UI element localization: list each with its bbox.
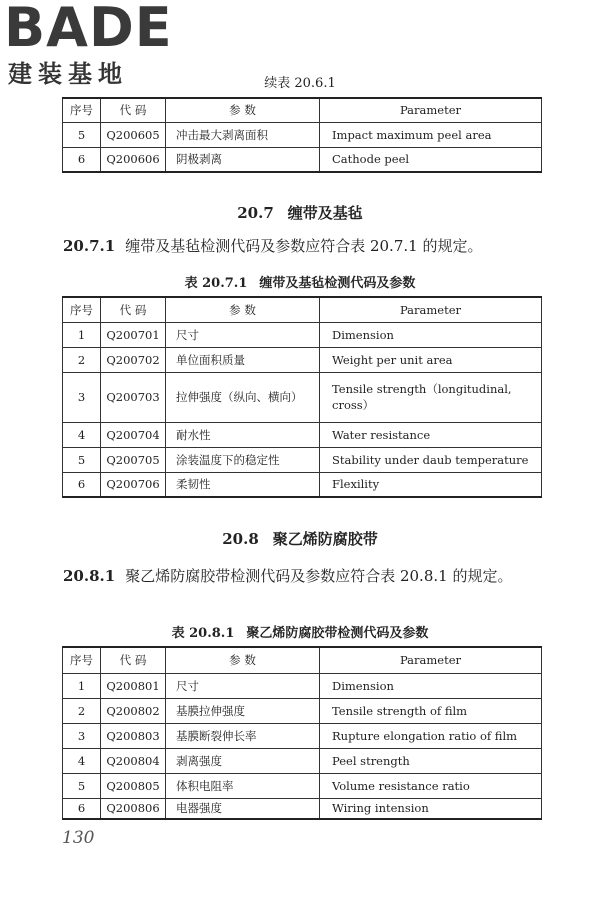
section-number: 20.8 (222, 530, 259, 548)
row-code: Q200705 (101, 447, 166, 472)
row-code: Q200703 (101, 372, 166, 422)
row-code: Q200802 (101, 698, 166, 723)
table-row (63, 147, 542, 172)
table-row (63, 322, 542, 347)
row-parameter-en: Cathode peel (320, 147, 542, 172)
row-parameter-en: Flexility (320, 472, 542, 497)
clause-number: 20.7.1 (63, 237, 116, 255)
row-code: Q200803 (101, 723, 166, 748)
table-row (63, 748, 542, 773)
table-row (63, 472, 542, 497)
table-row (63, 723, 542, 748)
section-title: 聚乙烯防腐胶带 (272, 530, 378, 548)
section-number: 20.7 (237, 204, 274, 222)
clause-number: 20.8.1 (63, 567, 116, 585)
row-index: 5 (63, 122, 101, 147)
row-parameter-en: Peel strength (320, 748, 542, 773)
row-parameter-en: Volume resistance ratio (320, 773, 542, 798)
table-row (63, 673, 542, 698)
row-code: Q200804 (101, 748, 166, 773)
row-parameter-cn: 尺寸 (166, 673, 320, 698)
row-index: 6 (63, 798, 101, 819)
table-20-8-1 (62, 646, 542, 820)
row-code: Q200606 (101, 147, 166, 172)
row-parameter-cn: 单位面积质量 (166, 347, 320, 372)
row-code: Q200704 (101, 422, 166, 447)
header-code: 代 码 (101, 98, 166, 122)
row-index: 5 (63, 447, 101, 472)
header-index: 序号 (63, 297, 101, 322)
row-parameter-en: Tensile strength of film (320, 698, 542, 723)
header-index: 序号 (63, 98, 101, 122)
row-index: 4 (63, 422, 101, 447)
row-code: Q200701 (101, 322, 166, 347)
table-caption-number: 表 20.8.1 (171, 626, 235, 641)
table-row (63, 698, 542, 723)
row-code: Q200702 (101, 347, 166, 372)
clause-20-7-1 (63, 234, 543, 258)
row-code: Q200706 (101, 472, 166, 497)
header-parameter-en: Parameter (320, 297, 542, 322)
table-20-7-1-caption (0, 272, 600, 291)
section-title: 缠带及基毡 (287, 204, 363, 222)
table-row (63, 122, 542, 147)
table-row (63, 372, 542, 422)
row-parameter-cn: 剥离强度 (166, 748, 320, 773)
header-index: 序号 (63, 647, 101, 673)
row-index: 4 (63, 748, 101, 773)
page-number: 130 (62, 828, 95, 848)
row-parameter-en: Impact maximum peel area (320, 122, 542, 147)
row-index: 2 (63, 347, 101, 372)
clause-text: 缠带及基毡检测代码及参数应符合表 20.7.1 的规定。 (125, 237, 483, 255)
row-code: Q200805 (101, 773, 166, 798)
row-code: Q200801 (101, 673, 166, 698)
row-code: Q200806 (101, 798, 166, 819)
row-index: 5 (63, 773, 101, 798)
header-code: 代 码 (101, 297, 166, 322)
table-row (63, 422, 542, 447)
section-20-7-heading (0, 202, 600, 223)
row-parameter-cn: 冲击最大剥离面积 (166, 122, 320, 147)
row-parameter-en: Rupture elongation ratio of film (320, 723, 542, 748)
row-parameter-cn: 尺寸 (166, 322, 320, 347)
row-index: 6 (63, 472, 101, 497)
section-20-8-heading (0, 528, 600, 549)
table-row (63, 447, 542, 472)
header-code: 代 码 (101, 647, 166, 673)
row-parameter-cn: 体积电阻率 (166, 773, 320, 798)
row-parameter-en: Weight per unit area (320, 347, 542, 372)
table-caption-title: 聚乙烯防腐胶带检测代码及参数 (246, 626, 429, 641)
row-index: 3 (63, 372, 101, 422)
table-header-row (63, 98, 542, 122)
table-20-7-1 (62, 296, 542, 498)
row-parameter-cn: 基膜拉伸强度 (166, 698, 320, 723)
row-parameter-cn: 柔韧性 (166, 472, 320, 497)
row-parameter-cn: 阴极剥离 (166, 147, 320, 172)
row-parameter-cn: 涂装温度下的稳定性 (166, 447, 320, 472)
row-parameter-cn: 拉伸强度（纵向、横向） (166, 372, 320, 422)
clause-20-8-1 (63, 564, 543, 588)
table-20-8-1-caption (0, 622, 600, 641)
table-row (63, 347, 542, 372)
table-caption-title: 缠带及基毡检测代码及参数 (259, 276, 416, 291)
row-parameter-en: Dimension (320, 673, 542, 698)
row-parameter-en: Dimension (320, 322, 542, 347)
table-20-6-1-continued (62, 97, 542, 173)
row-index: 6 (63, 147, 101, 172)
table-row (63, 798, 542, 819)
header-parameter-cn: 参 数 (166, 98, 320, 122)
table-caption-number: 表 20.7.1 (184, 276, 248, 291)
header-parameter-en: Parameter (320, 98, 542, 122)
row-parameter-cn: 基膜断裂伸长率 (166, 723, 320, 748)
row-parameter-cn: 耐水性 (166, 422, 320, 447)
row-parameter-en: Tensile strength（longitudinal, cross） (320, 372, 542, 422)
row-index: 3 (63, 723, 101, 748)
row-index: 1 (63, 673, 101, 698)
row-code: Q200605 (101, 122, 166, 147)
logo-chinese-text: 建装基地 (8, 60, 128, 88)
header-parameter-cn: 参 数 (166, 647, 320, 673)
row-index: 2 (63, 698, 101, 723)
table-header-row (63, 647, 542, 673)
header-parameter-en: Parameter (320, 647, 542, 673)
table-row (63, 773, 542, 798)
logo-brand-text: BADE (4, 0, 173, 59)
table-header-row (63, 297, 542, 322)
clause-text: 聚乙烯防腐胶带检测代码及参数应符合表 20.8.1 的规定。 (125, 567, 513, 585)
continued-table-caption: 续表 20.6.1 (264, 76, 336, 91)
row-parameter-en: Wiring intension (320, 798, 542, 819)
row-parameter-en: Water resistance (320, 422, 542, 447)
row-parameter-en: Stability under daub temperature (320, 447, 542, 472)
header-parameter-cn: 参 数 (166, 297, 320, 322)
row-index: 1 (63, 322, 101, 347)
row-parameter-cn: 电器强度 (166, 798, 320, 819)
